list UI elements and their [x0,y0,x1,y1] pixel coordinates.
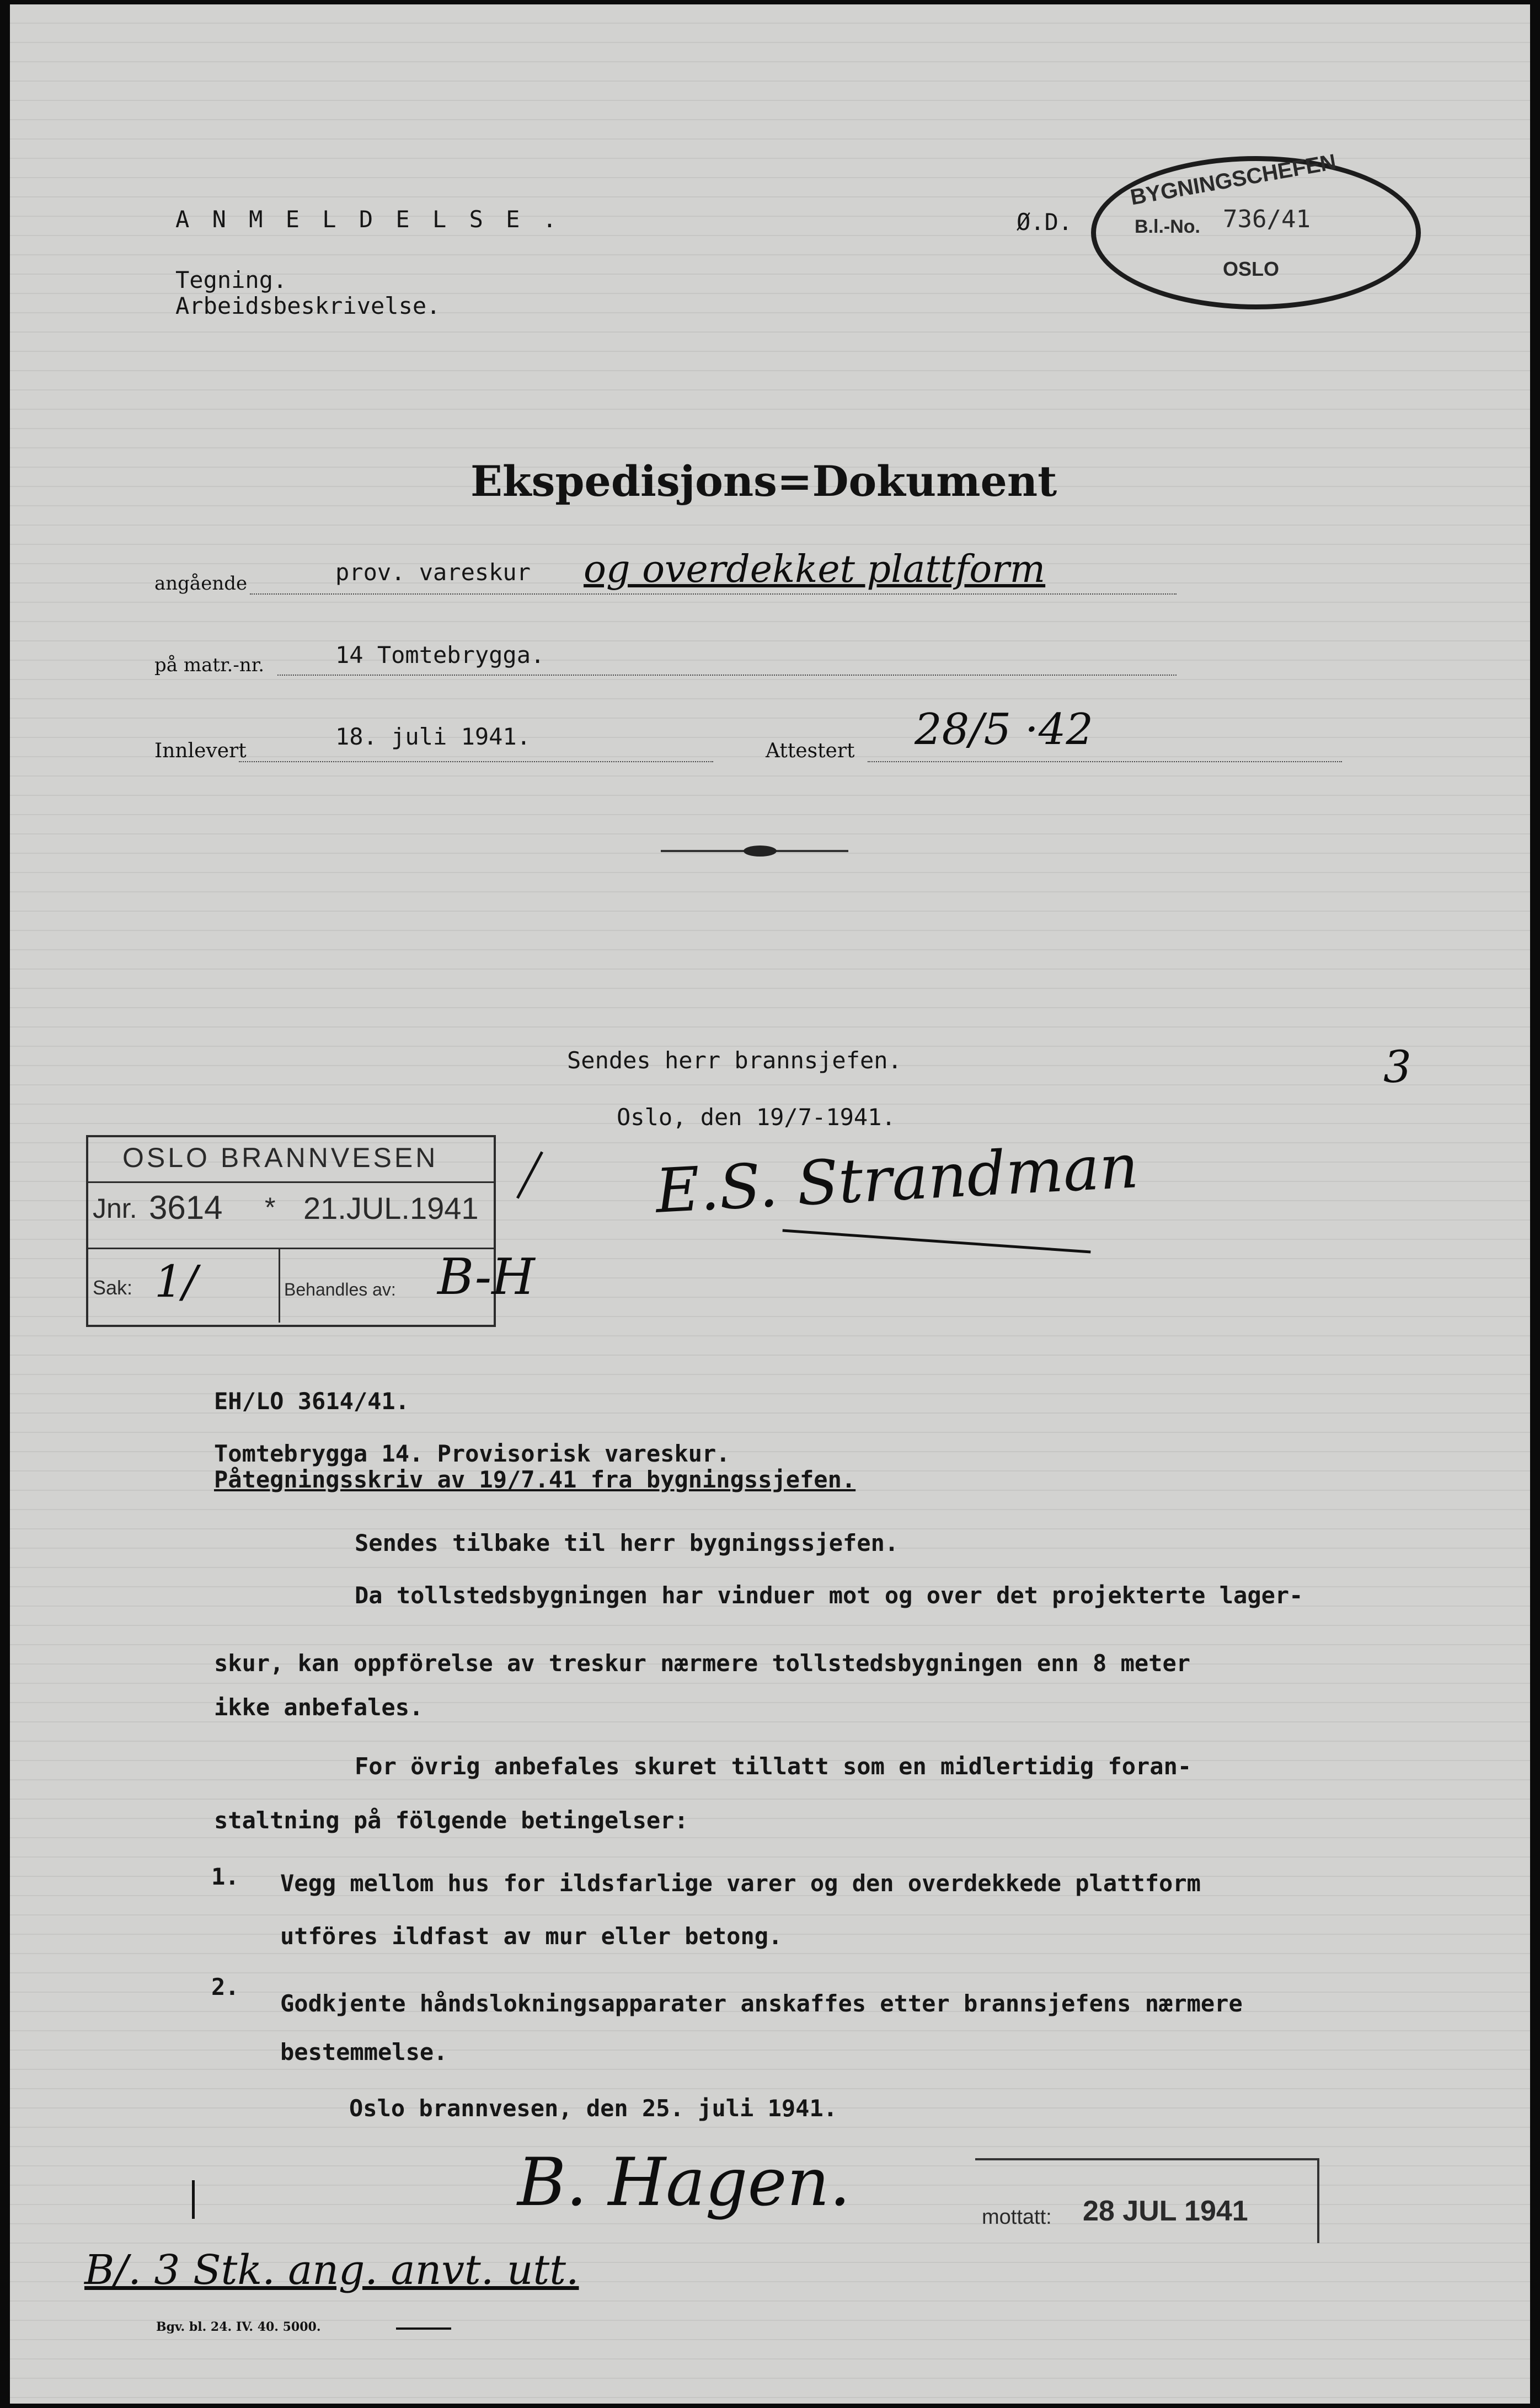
bottom-handwritten-note: B/. 3 Stk. ang. anvt. utt. [84,2246,579,2294]
item2-line2: bestemmelse. [280,2038,448,2065]
item2-number: 2. [211,1973,239,2000]
footer-print: Bgv. bl. 24. IV. 40. 5000. [156,2320,321,2334]
jnr-label: Jnr. [93,1193,137,1224]
tegning-line: Tegning. [175,266,287,293]
footer-dash [396,2327,451,2330]
anmeldelse-heading: A N M E L D E L S E . [175,206,562,233]
stamp-number-label: B.l.-No. [1135,216,1200,237]
stamp-divider-2 [88,1248,494,1249]
paragraph2-line1: Da tollstedsbygningen har vinduer mot og over det projekterte lager- [355,1582,1303,1609]
stamp-divider-3 [279,1248,280,1323]
stamp-top-text: BYGNINGSCHEFEN [1128,149,1338,210]
subject-line1: Tomtebrygga 14. Provisorisk vareskur. [214,1440,730,1467]
matr-label: på matr.-nr. [154,654,265,676]
brannvesen-stamp [86,1135,496,1327]
innlevert-value: 18. juli 1941. [335,723,531,750]
margin-number: 3 [1383,1041,1411,1093]
matr-line [277,675,1177,676]
check-mark [516,1151,543,1198]
item1-line2: utföres ildfast av mur eller betong. [280,1923,783,1950]
forwarding-line1: Sendes herr brannsjefen. [567,1047,902,1074]
stamp-star: * [265,1192,276,1223]
arbeidsbeskrivelse-line: Arbeidsbeskrivelse. [175,292,441,319]
innlevert-line [239,761,713,762]
document-title: Ekspedisjons=Dokument [470,457,1057,506]
sak-value: 1/ [154,1256,197,1307]
item1-line1: Vegg mellom hus for ildsfarlige varer og den overdekkede plattform [280,1870,1201,1897]
bygningssjefen-stamp [1091,149,1421,309]
closing-line: Oslo brannvesen, den 25. juli 1941. [349,2095,838,2122]
attestert-label: Attestert [766,740,855,762]
matr-value: 14 Tomtebrygga. [335,641,545,668]
stamp-number: 736/41 [1223,205,1311,233]
angaende-typed: prov. vareskur [335,559,531,586]
angaende-handwritten: og overdekket plattform [584,548,1046,591]
document-sheet [10,4,1530,2404]
item2-line1: Godkjente håndslokningsapparater anskaffes etter brannsjefens nærmere [280,1990,1243,2017]
behandles-handwritten: B-H [437,1248,535,1306]
letter-ref: EH/LO 3614/41. [214,1388,410,1415]
paragraph1: Sendes tilbake til herr bygningssjefen. [355,1529,899,1556]
innlevert-label: Innlevert [154,740,247,762]
ornament-center [744,846,777,857]
forwarding-signature: E.S. Strandman [654,1131,1141,1227]
attestert-line [868,761,1342,762]
stamp-city: OSLO [1223,258,1280,280]
sak-label: Sak: [93,1276,133,1299]
forwarding-line2: Oslo, den 19/7-1941. [617,1104,896,1131]
od-label: Ø.D. [1017,208,1073,236]
brannvesen-title: OSLO BRANNVESEN [122,1142,439,1173]
left-margin-tick [192,2180,195,2219]
signature-flourish [783,1229,1091,1253]
behandles-label: Behandles av: [284,1280,396,1299]
jnr-value: 3614 [149,1189,223,1226]
paragraph2-line3: ikke anbefales. [214,1694,424,1721]
item1-number: 1. [211,1863,239,1890]
angaende-line [250,593,1177,595]
mottatt-label: mottatt: [982,2206,1052,2229]
stamp-divider-1 [88,1181,494,1183]
stamp-date: 21.JUL.1941 [303,1191,479,1226]
attestert-handwritten: 28/5 ·42 [915,705,1093,754]
subject-line2: Påtegningsskriv av 19/7.41 fra bygningssjefen. [214,1466,856,1493]
mottatt-date: 28 JUL 1941 [1083,2195,1248,2227]
hagen-signature: B. Hagen. [517,2144,851,2221]
paragraph3-line2: staltning på fölgende betingelser: [214,1807,688,1834]
mottatt-stamp [975,2158,1319,2243]
angaende-label: angående [154,572,248,595]
paragraph2-line2: skur, kan oppförelse av treskur nærmere tollstedsbygningen enn 8 meter [214,1650,1191,1677]
paragraph3-line1: For övrig anbefales skuret tillatt som en midlertidig foran- [355,1753,1192,1780]
